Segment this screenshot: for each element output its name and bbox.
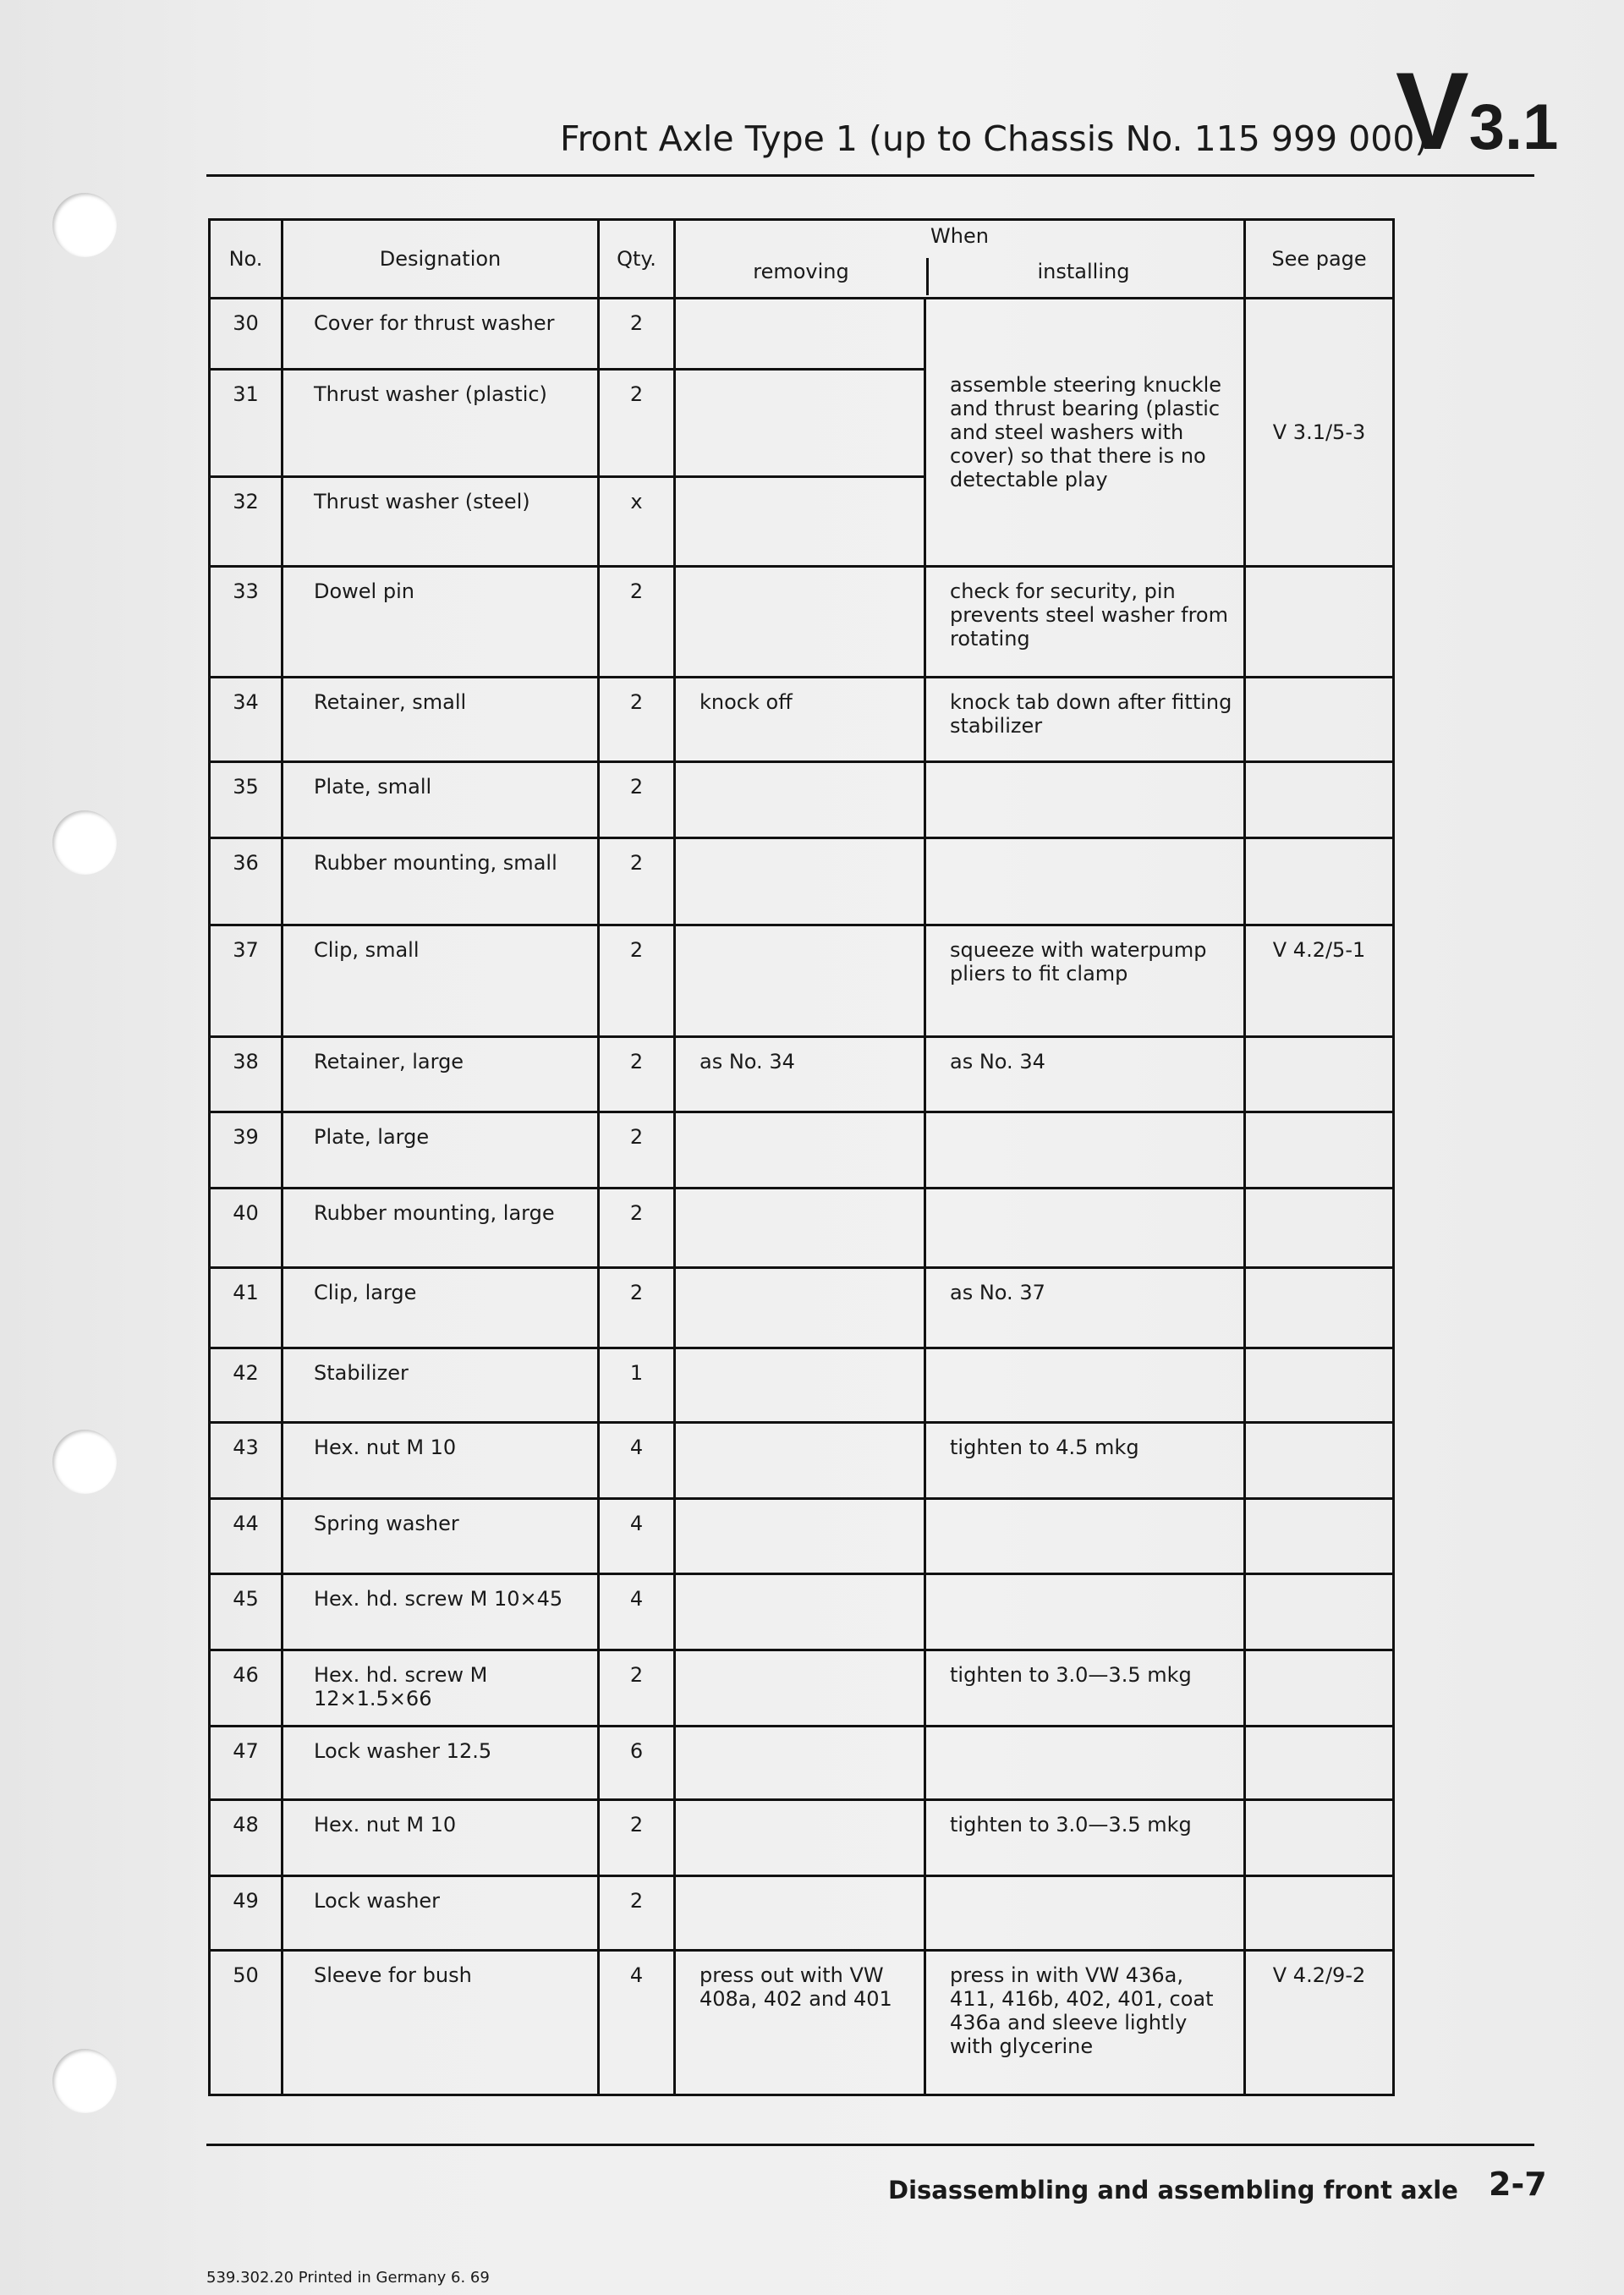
cell-removing (675, 370, 925, 476)
cell-removing (675, 1422, 925, 1498)
table-row (210, 1727, 1394, 1799)
table-row (210, 762, 1394, 838)
cell-no: 32 (210, 476, 283, 566)
cell-see-page (1245, 1188, 1394, 1267)
table-header-row (210, 220, 1394, 299)
section-code (1396, 49, 1559, 173)
cell-installing: knock tab down after fitting stabilizer (925, 677, 1245, 761)
cell-designation: Spring washer (283, 1499, 599, 1573)
cell-see-page (1245, 1799, 1394, 1875)
cell-qty: 2 (599, 1112, 675, 1188)
table-row (210, 1875, 1394, 1950)
cell-installing: as No. 37 (925, 1268, 1245, 1348)
cell-qty: 2 (599, 677, 675, 761)
cell-qty: 6 (599, 1727, 675, 1799)
cell-removing (675, 1875, 925, 1950)
cell-no: 45 (210, 1573, 283, 1650)
cell-see-page (1245, 1650, 1394, 1726)
cell-see-page (1245, 1268, 1394, 1348)
header-designation: Designation (283, 220, 599, 299)
cell-installing (925, 1875, 1245, 1950)
header-no: No. (210, 220, 283, 299)
cell-see-page: V 4.2/9-2 (1245, 1951, 1394, 2095)
cell-see-page (1245, 838, 1394, 925)
cell-qty: 2 (599, 1037, 675, 1112)
table-row (210, 1422, 1394, 1498)
cell-qty: 2 (599, 1188, 675, 1267)
cell-no: 48 (210, 1799, 283, 1875)
cell-qty: 1 (599, 1348, 675, 1422)
punch-hole (52, 1430, 117, 1494)
cell-no: 30 (210, 299, 283, 370)
cell-removing (675, 1499, 925, 1573)
table-row (210, 1037, 1394, 1112)
cell-installing (925, 762, 1245, 838)
cell-removing (675, 299, 925, 370)
cell-see-page (1245, 1875, 1394, 1950)
cell-installing (925, 1112, 1245, 1188)
header-when (675, 220, 1245, 299)
cell-no: 40 (210, 1188, 283, 1267)
cell-qty: 4 (599, 1573, 675, 1650)
table-row (210, 1112, 1394, 1188)
table-row (210, 1951, 1394, 2095)
cell-see-page (1245, 567, 1394, 677)
header-removing: removing (753, 260, 849, 283)
cell-installing: tighten to 4.5 mkg (925, 1422, 1245, 1498)
parts-table (208, 218, 1395, 2096)
punch-hole (52, 193, 117, 257)
cell-no: 47 (210, 1727, 283, 1799)
cell-no: 36 (210, 838, 283, 925)
cell-designation: Plate, small (283, 762, 599, 838)
cell-designation: Hex. hd. screw M 10×45 (283, 1573, 599, 1650)
cell-designation: Lock washer (283, 1875, 599, 1950)
cell-designation: Thrust washer (plastic) (283, 370, 599, 476)
cell-designation: Dowel pin (283, 567, 599, 677)
cell-installing: press in with VW 436a, 411, 416b, 402, 401, coat 436a and sleeve lightly with glycerine (925, 1951, 1245, 2095)
cell-removing (675, 1188, 925, 1267)
cell-no: 41 (210, 1268, 283, 1348)
cell-designation: Hex. nut M 10 (283, 1422, 599, 1498)
cell-no: 43 (210, 1422, 283, 1498)
header-see-page: See page (1245, 220, 1394, 299)
cell-designation: Thrust washer (steel) (283, 476, 599, 566)
footer-title: Disassembling and assembling front axle (888, 2176, 1458, 2204)
cell-designation: Rubber mounting, small (283, 838, 599, 925)
cell-see-page (1245, 1037, 1394, 1112)
cell-no: 37 (210, 925, 283, 1036)
cell-qty: 2 (599, 925, 675, 1036)
cell-designation: Retainer, large (283, 1037, 599, 1112)
cell-removing (675, 567, 925, 677)
cell-no: 35 (210, 762, 283, 838)
table-row (210, 1499, 1394, 1573)
cell-installing: as No. 34 (925, 1037, 1245, 1112)
cell-qty: 2 (599, 1268, 675, 1348)
table-row (210, 677, 1394, 761)
cell-qty: 2 (599, 567, 675, 677)
punch-hole (52, 810, 117, 875)
table-row (210, 1799, 1394, 1875)
cell-designation: Stabilizer (283, 1348, 599, 1422)
cell-no: 33 (210, 567, 283, 677)
cell-see-page (1245, 1727, 1394, 1799)
cell-no: 42 (210, 1348, 283, 1422)
cell-qty: 2 (599, 1875, 675, 1950)
cell-installing: assemble steering knuckle and thrust bearing (plastic and steel washers with cover) so that there is no detectable play (925, 299, 1245, 567)
cell-installing: tighten to 3.0—3.5 mkg (925, 1650, 1245, 1726)
cell-designation: Hex. nut M 10 (283, 1799, 599, 1875)
header-qty: Qty. (599, 220, 675, 299)
page-number: 2-7 (1489, 2166, 1547, 2203)
header-installing: installing (1037, 260, 1130, 283)
cell-qty: 2 (599, 762, 675, 838)
cell-installing (925, 838, 1245, 925)
cell-see-page (1245, 1573, 1394, 1650)
table-row (210, 1348, 1394, 1422)
cell-designation: Cover for thrust washer (283, 299, 599, 370)
footer-rule (206, 2144, 1534, 2146)
cell-removing (675, 1268, 925, 1348)
cell-removing: press out with VW 408a, 402 and 401 (675, 1951, 925, 2095)
cell-removing: as No. 34 (675, 1037, 925, 1112)
cell-see-page (1245, 1348, 1394, 1422)
cell-installing (925, 1348, 1245, 1422)
punch-hole (52, 2049, 117, 2113)
table-row (210, 567, 1394, 677)
cell-removing (675, 1573, 925, 1650)
cell-see-page (1245, 1422, 1394, 1498)
cell-installing (925, 1499, 1245, 1573)
page-title: Front Axle Type 1 (up to Chassis No. 115 999 000) (560, 118, 1429, 159)
cell-designation: Clip, large (283, 1268, 599, 1348)
cell-qty: 4 (599, 1499, 675, 1573)
cell-installing (925, 1188, 1245, 1267)
cell-designation: Sleeve for bush (283, 1951, 599, 2095)
cell-qty: 2 (599, 1650, 675, 1726)
table-row (210, 1268, 1394, 1348)
cell-designation: Rubber mounting, large (283, 1188, 599, 1267)
cell-designation: Clip, small (283, 925, 599, 1036)
cell-designation: Lock washer 12.5 (283, 1727, 599, 1799)
cell-installing: squeeze with waterpump pliers to fit clamp (925, 925, 1245, 1036)
cell-removing (675, 925, 925, 1036)
cell-installing (925, 1573, 1245, 1650)
cell-installing: check for security, pin prevents steel washer from rotating (925, 567, 1245, 677)
cell-removing (675, 1650, 925, 1726)
cell-removing (675, 762, 925, 838)
cell-removing (675, 1799, 925, 1875)
header-rule (206, 174, 1534, 177)
cell-see-page: V 3.1/5-3 (1245, 299, 1394, 567)
table-row (210, 1188, 1394, 1267)
table-row (210, 1573, 1394, 1650)
print-info: 539.302.20 Printed in Germany 6. 69 (206, 2269, 490, 2287)
cell-no: 31 (210, 370, 283, 476)
table-row (210, 925, 1394, 1036)
table-row (210, 838, 1394, 925)
cell-removing: knock off (675, 677, 925, 761)
header-when-label: When (930, 224, 989, 248)
cell-removing (675, 838, 925, 925)
cell-removing (675, 1727, 925, 1799)
cell-qty: x (599, 476, 675, 566)
cell-see-page (1245, 677, 1394, 761)
cell-designation: Retainer, small (283, 677, 599, 761)
cell-designation: Plate, large (283, 1112, 599, 1188)
cell-see-page (1245, 762, 1394, 838)
cell-qty: 2 (599, 370, 675, 476)
cell-no: 46 (210, 1650, 283, 1726)
cell-qty: 2 (599, 299, 675, 370)
table-row (210, 1650, 1394, 1726)
cell-no: 49 (210, 1875, 283, 1950)
table-row (210, 299, 1394, 370)
cell-qty: 2 (599, 1799, 675, 1875)
section-number: 3.1 (1468, 91, 1559, 163)
cell-qty: 4 (599, 1951, 675, 2095)
cell-see-page (1245, 1112, 1394, 1188)
cell-no: 50 (210, 1951, 283, 2095)
cell-qty: 4 (599, 1422, 675, 1498)
cell-no: 44 (210, 1499, 283, 1573)
section-letter: V (1396, 49, 1469, 173)
cell-installing: tighten to 3.0—3.5 mkg (925, 1799, 1245, 1875)
cell-designation: Hex. hd. screw M 12×1.5×66 (283, 1650, 599, 1726)
cell-no: 34 (210, 677, 283, 761)
cell-qty: 2 (599, 838, 675, 925)
cell-installing (925, 1727, 1245, 1799)
cell-removing (675, 476, 925, 566)
cell-removing (675, 1112, 925, 1188)
cell-no: 38 (210, 1037, 283, 1112)
cell-see-page: V 4.2/5-1 (1245, 925, 1394, 1036)
cell-see-page (1245, 1499, 1394, 1573)
cell-removing (675, 1348, 925, 1422)
cell-no: 39 (210, 1112, 283, 1188)
